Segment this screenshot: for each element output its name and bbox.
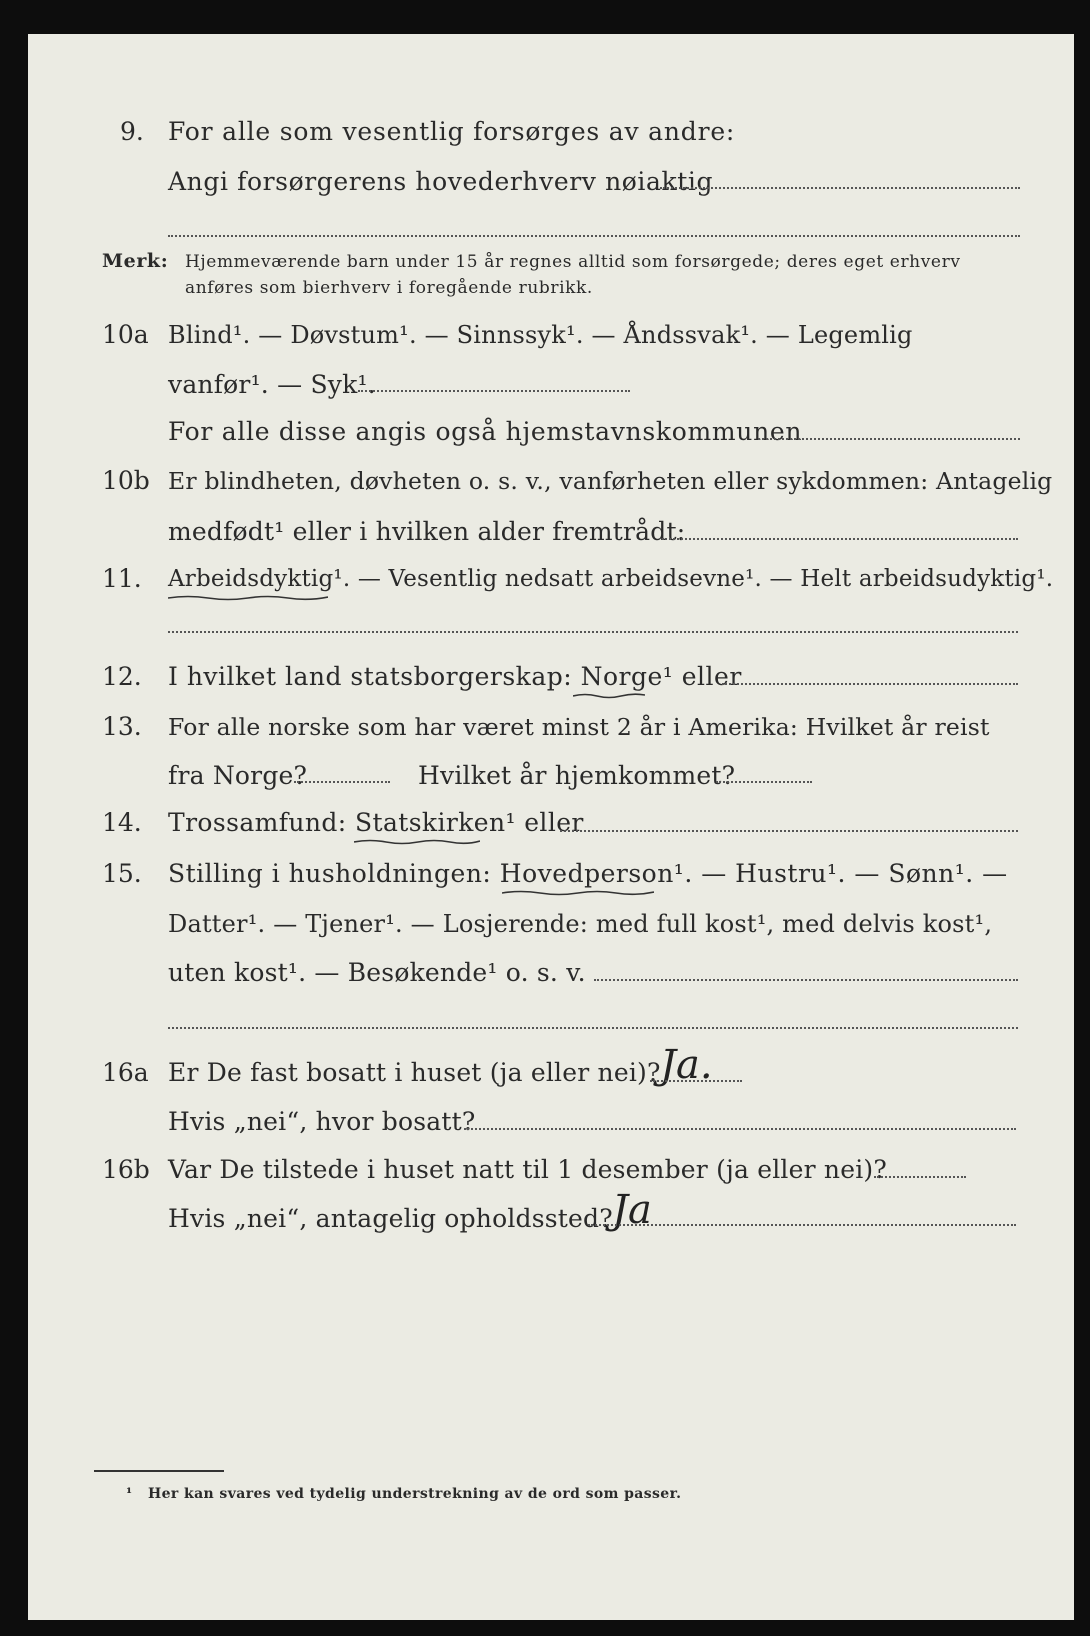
- q10a-hometown-line[interactable]: [758, 438, 1020, 440]
- q10a-answer-line[interactable]: [358, 390, 630, 392]
- q12-answer-line[interactable]: [722, 683, 1018, 685]
- q10a-line2: vanfør¹. — Syk¹.: [168, 370, 376, 399]
- q16a-line2: Hvis „nei“, hvor bosatt?: [168, 1107, 476, 1136]
- q10a-line3: For alle disse angis også hjemstavnskommunen: [168, 417, 803, 446]
- census-form-page: [28, 34, 1074, 1620]
- merk-line1: Hjemmeværende barn under 15 år regnes alltid som forsørgede; deres eget erhverv: [185, 252, 961, 272]
- footnote-rule: [94, 1470, 224, 1472]
- q16a-number: 16a: [102, 1058, 149, 1087]
- q15-line3: uten kost¹. — Besøkende¹ o. s. v.: [168, 958, 586, 987]
- q12-number: 12.: [102, 662, 142, 691]
- q16b-number: 16b: [102, 1155, 150, 1184]
- q11-number: 11.: [102, 564, 142, 593]
- q12-line1: I hvilket land statsborgerskap: Norge¹ eller: [168, 662, 742, 691]
- q13-hjemkommet-line[interactable]: [716, 781, 812, 783]
- underline-arbeidsdyktig: [168, 595, 328, 601]
- q10b-answer-line[interactable]: [662, 538, 1018, 540]
- footnote-mark: ¹: [126, 1486, 133, 1502]
- underline-statskirken: [354, 839, 480, 845]
- q11-answer-line[interactable]: [168, 631, 1018, 633]
- q9-answer-line[interactable]: [660, 187, 1020, 189]
- q13-line2b: Hvilket år hjemkommet?: [418, 761, 736, 790]
- q11-line1: Arbeidsdyktig¹. — Vesentlig nedsatt arbeidsevne¹. — Helt arbeidsudyktig¹.: [168, 566, 1054, 592]
- q9-line2: Angi forsørgerens hovederhverv nøiaktig: [168, 167, 714, 196]
- q16b-opholdssted-line[interactable]: [588, 1224, 1016, 1226]
- q15-number: 15.: [102, 859, 142, 888]
- q9-number: 9.: [120, 117, 144, 146]
- q15-line2: Datter¹. — Tjener¹. — Losjerende: med full kost¹, med delvis kost¹,: [168, 910, 993, 938]
- q13-reist-line[interactable]: [294, 781, 390, 783]
- q16a-line1: Er De fast bosatt i huset (ja eller nei)?: [168, 1058, 661, 1087]
- q13-line2a: fra Norge?: [168, 761, 308, 790]
- q10a-line1: Blind¹. — Døvstum¹. — Sinnssyk¹. — Åndssvak¹. — Legemlig: [168, 321, 913, 349]
- q9-line1: For alle som vesentlig forsørges av andre:: [168, 117, 736, 146]
- q10b-number: 10b: [102, 466, 150, 495]
- q9-answer-line-2[interactable]: [168, 235, 1020, 237]
- footnote-text: Her kan svares ved tydelig understrekning av de ord som passer.: [148, 1486, 682, 1502]
- q10b-line2: medfødt¹ eller i hvilken alder fremtrådt:: [168, 517, 686, 546]
- q16a-bosatt-line[interactable]: [464, 1128, 1016, 1130]
- q14-number: 14.: [102, 808, 142, 837]
- q13-number: 13.: [102, 712, 142, 741]
- q16a-answer-line[interactable]: [650, 1080, 742, 1082]
- q16b-handwritten-answer: Ja: [612, 1187, 652, 1233]
- q16b-answer-line[interactable]: [874, 1176, 966, 1178]
- q15-answer-line[interactable]: [594, 979, 1018, 981]
- q14-answer-line[interactable]: [560, 830, 1018, 832]
- q14-line1: Trossamfund: Statskirken¹ eller: [168, 808, 584, 837]
- underline-hovedperson: [502, 890, 654, 896]
- q10a-number: 10a: [102, 320, 149, 349]
- merk-line2: anføres som bierhverv i foregående rubrikk.: [185, 278, 593, 298]
- q16a-handwritten-answer: Ja.: [660, 1042, 713, 1088]
- q13-line1: For alle norske som har været minst 2 år i Amerika: Hvilket år reist: [168, 713, 990, 741]
- merk-label: Merk:: [102, 250, 169, 272]
- q15-line1: Stilling i husholdningen: Hovedperson¹. — Hustru¹. — Sønn¹. —: [168, 859, 1008, 888]
- q16b-line2: Hvis „nei“, antagelig opholdssted?: [168, 1204, 613, 1233]
- q15-answer-line-2[interactable]: [168, 1027, 1018, 1029]
- q10b-line1: Er blindheten, døvheten o. s. v., vanførheten eller sykdommen: Antagelig: [168, 467, 1053, 495]
- underline-norge: [573, 693, 645, 699]
- q16b-line1: Var De tilstede i huset natt til 1 desember (ja eller nei)?: [168, 1155, 887, 1184]
